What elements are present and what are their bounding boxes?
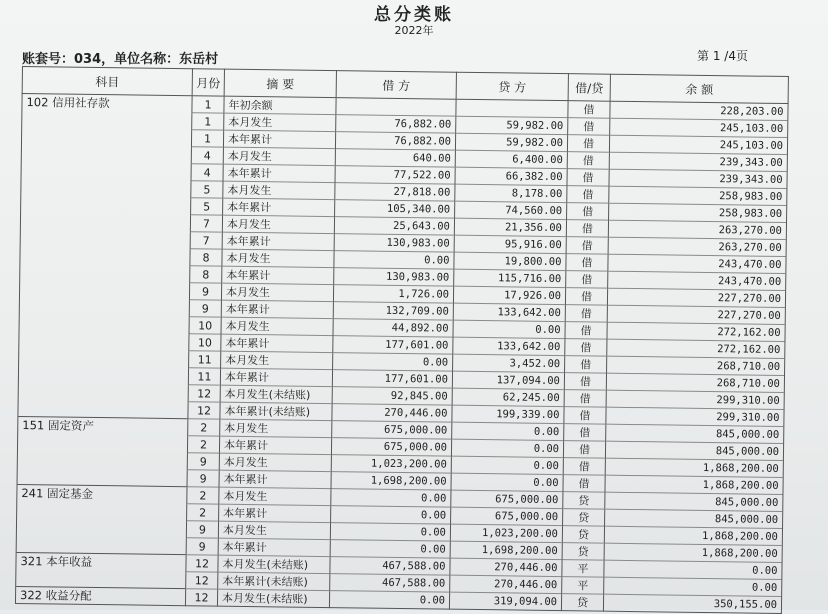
- direction-cell: 借: [564, 390, 606, 408]
- debit-cell: 0.00: [333, 353, 453, 372]
- debit-cell: 105,340.00: [335, 200, 455, 219]
- balance-cell: 299,310.00: [606, 407, 784, 426]
- month-cell: 12: [186, 572, 218, 589]
- balance-cell: 239,343.00: [609, 152, 787, 171]
- month-cell: 2: [187, 436, 219, 453]
- direction-cell: 借: [565, 339, 607, 357]
- balance-cell: 0.00: [604, 560, 782, 579]
- credit-cell: 74,560.00: [455, 201, 567, 219]
- debit-cell: 467,588.00: [330, 557, 450, 576]
- summary-cell: 本年累计: [218, 538, 330, 556]
- debit-cell: 92,845.00: [332, 387, 452, 406]
- credit-cell: 319,094.00: [449, 592, 561, 610]
- summary-cell: 本年累计: [222, 266, 334, 284]
- credit-cell: 21,356.00: [454, 218, 566, 236]
- subject-cell: [18, 365, 188, 384]
- month-cell: 5: [191, 181, 223, 198]
- summary-cell: 本月发生(未结账): [217, 589, 329, 607]
- subject-cell: [21, 128, 191, 147]
- credit-cell: 3,452.00: [453, 354, 565, 372]
- balance-cell: 227,270.00: [607, 288, 785, 307]
- balance-cell: 1,868,200.00: [605, 475, 783, 494]
- subject-cell: [19, 331, 189, 350]
- header-direction: 借/贷: [568, 74, 610, 102]
- credit-cell: 133,642.00: [453, 337, 565, 355]
- summary-cell: 本年累计: [222, 232, 334, 250]
- summary-cell: 本月发生: [219, 487, 331, 505]
- balance-cell: 1,868,200.00: [605, 458, 783, 477]
- debit-cell: 44,892.00: [333, 319, 453, 338]
- credit-cell: 1,698,200.00: [450, 541, 562, 559]
- month-cell: 7: [190, 232, 222, 249]
- balance-cell: 228,203.00: [610, 101, 788, 120]
- debit-cell: 467,588.00: [330, 574, 450, 593]
- summary-cell: 本月发生: [221, 283, 333, 301]
- credit-cell: 675,000.00: [451, 490, 563, 508]
- subject-cell: [22, 111, 192, 130]
- direction-cell: 借: [564, 424, 606, 442]
- direction-cell: 借: [567, 186, 609, 204]
- credit-cell: 0.00: [452, 422, 564, 440]
- month-cell: 1: [191, 130, 223, 147]
- credit-cell: 0.00: [451, 473, 563, 491]
- balance-cell: 263,270.00: [608, 220, 786, 239]
- direction-cell: 借: [565, 322, 607, 340]
- subject-cell: 102 信用社存款: [22, 94, 192, 113]
- credit-cell: 59,982.00: [456, 116, 568, 134]
- account-info: 账套号：034，单位名称：东岳村: [22, 52, 219, 67]
- summary-cell: 本年累计: [223, 130, 335, 148]
- summary-cell: 本月发生: [224, 113, 336, 131]
- balance-cell: 845,000.00: [605, 509, 783, 528]
- summary-cell: 本年累计(未结账): [218, 572, 330, 590]
- debit-cell: 0.00: [329, 591, 449, 610]
- summary-cell: 本年累计: [220, 368, 332, 386]
- month-cell: 5: [191, 198, 223, 215]
- direction-cell: 借: [566, 220, 608, 238]
- subject-cell: 151 固定资产: [18, 416, 188, 435]
- debit-cell: 76,882.00: [335, 132, 455, 151]
- credit-cell: 270,446.00: [450, 558, 562, 576]
- balance-cell: 243,470.00: [608, 271, 786, 290]
- debit-cell: 0.00: [334, 251, 454, 270]
- summary-cell: 本月发生(未结账): [218, 555, 330, 573]
- direction-cell: 借: [563, 475, 605, 493]
- month-cell: 10: [189, 334, 221, 351]
- debit-cell: 0.00: [331, 489, 451, 508]
- debit-cell: 76,882.00: [336, 115, 456, 134]
- credit-cell: 1,023,200.00: [450, 524, 562, 542]
- balance-cell: 227,270.00: [607, 305, 785, 324]
- balance-cell: 272,162.00: [607, 322, 785, 341]
- credit-cell: 270,446.00: [450, 575, 562, 593]
- credit-cell: 17,926.00: [453, 286, 565, 304]
- summary-cell: 本年累计: [219, 470, 331, 488]
- month-cell: 9: [189, 283, 221, 300]
- summary-cell: 本年累计: [221, 334, 333, 352]
- balance-cell: 350,155.00: [603, 594, 781, 613]
- debit-cell: 270,446.00: [332, 404, 452, 423]
- direction-cell: 贷: [563, 492, 605, 510]
- balance-cell: 1,868,200.00: [604, 543, 782, 562]
- month-cell: 1: [192, 113, 224, 130]
- credit-cell: 0.00: [451, 439, 563, 457]
- direction-cell: 借: [568, 101, 610, 119]
- subject-cell: [21, 161, 191, 180]
- header-balance: 余 额: [610, 74, 788, 103]
- direction-cell: 借: [567, 169, 609, 187]
- debit-cell: 132,709.00: [333, 302, 453, 321]
- subject-cell: [21, 178, 191, 197]
- credit-cell: 8,178.00: [455, 184, 567, 202]
- debit-cell: 27,818.00: [335, 183, 455, 202]
- credit-cell: 59,982.00: [455, 133, 567, 151]
- month-cell: 12: [186, 555, 218, 572]
- debit-cell: 130,983.00: [334, 268, 454, 287]
- credit-cell: 62,245.00: [452, 388, 564, 406]
- subject-cell: [21, 195, 191, 214]
- summary-cell: 本月发生(未结账): [220, 385, 332, 403]
- subject-cell: [19, 314, 189, 333]
- ledger-table: [15, 66, 789, 614]
- month-cell: 12: [188, 385, 220, 402]
- debit-cell: 675,000.00: [332, 421, 452, 440]
- debit-cell: 0.00: [331, 506, 451, 525]
- direction-cell: 借: [566, 271, 608, 289]
- header-month: 月份: [192, 69, 224, 96]
- balance-cell: 1,868,200.00: [604, 526, 782, 545]
- direction-cell: 借: [565, 305, 607, 323]
- month-cell: 12: [188, 402, 220, 419]
- direction-cell: 借: [568, 118, 610, 136]
- month-cell: 1: [192, 96, 224, 113]
- direction-cell: 平: [562, 560, 604, 578]
- direction-cell: 借: [564, 407, 606, 425]
- month-cell: 2: [187, 504, 219, 521]
- subject-cell: [17, 501, 187, 520]
- subject-cell: [16, 518, 186, 537]
- direction-cell: 借: [565, 288, 607, 306]
- summary-cell: 本年累计: [219, 504, 331, 522]
- credit-cell: [456, 99, 568, 117]
- subject-cell: 321 本年收益: [16, 552, 186, 571]
- summary-cell: 本年累计: [219, 436, 331, 454]
- credit-cell: 115,716.00: [454, 269, 566, 287]
- direction-cell: 贷: [561, 594, 603, 612]
- debit-cell: 0.00: [330, 523, 450, 542]
- subject-cell: [21, 144, 191, 163]
- credit-cell: 19,800.00: [454, 252, 566, 270]
- balance-cell: 0.00: [604, 577, 782, 596]
- subject-cell: [19, 297, 189, 316]
- debit-cell: 0.00: [330, 540, 450, 559]
- debit-cell: [336, 98, 456, 117]
- month-cell: 9: [186, 538, 218, 555]
- summary-cell: 年初余额: [224, 96, 336, 114]
- balance-cell: 258,983.00: [609, 186, 787, 205]
- debit-cell: 177,601.00: [332, 370, 452, 389]
- summary-cell: 本年累计: [223, 198, 335, 216]
- summary-cell: 本月发生: [221, 351, 333, 369]
- balance-cell: 258,983.00: [609, 203, 787, 222]
- ledger-body: [15, 94, 788, 614]
- month-cell: 4: [191, 164, 223, 181]
- summary-cell: 本月发生: [222, 215, 334, 233]
- debit-cell: 177,601.00: [333, 336, 453, 355]
- subject-cell: 322 收益分配: [15, 586, 185, 605]
- credit-cell: 137,094.00: [452, 371, 564, 389]
- balance-cell: 299,310.00: [606, 390, 784, 409]
- month-cell: 10: [189, 317, 221, 334]
- summary-cell: 本月发生: [223, 181, 335, 199]
- balance-cell: 245,103.00: [609, 135, 787, 154]
- header-credit: 贷 方: [456, 72, 568, 100]
- month-cell: 8: [190, 249, 222, 266]
- debit-cell: 25,643.00: [334, 217, 454, 236]
- month-cell: 9: [187, 453, 219, 470]
- month-cell: 4: [191, 147, 223, 164]
- summary-cell: 本年累计(未结账): [220, 402, 332, 420]
- debit-cell: 77,522.00: [335, 166, 455, 185]
- credit-cell: 675,000.00: [451, 507, 563, 525]
- month-cell: 9: [189, 300, 221, 317]
- summary-cell: 本月发生: [223, 147, 335, 165]
- credit-cell: 66,382.00: [455, 167, 567, 185]
- credit-cell: 133,642.00: [453, 303, 565, 321]
- credit-cell: 6,400.00: [455, 150, 567, 168]
- summary-cell: 本月发生: [219, 453, 331, 471]
- balance-cell: 268,710.00: [606, 373, 784, 392]
- balance-cell: 245,103.00: [610, 118, 788, 137]
- month-cell: 8: [190, 266, 222, 283]
- direction-cell: 借: [563, 441, 605, 459]
- direction-cell: 借: [565, 356, 607, 374]
- header-debit: 借 方: [336, 71, 456, 100]
- credit-cell: 199,339.00: [452, 405, 564, 423]
- direction-cell: 借: [564, 373, 606, 391]
- month-cell: 9: [186, 521, 218, 538]
- subject-cell: [17, 467, 187, 486]
- month-cell: 7: [190, 215, 222, 232]
- month-cell: 11: [189, 351, 221, 368]
- subject-cell: [19, 348, 189, 367]
- month-cell: 12: [185, 589, 217, 606]
- ledger-title: 总分类账: [374, 5, 454, 25]
- direction-cell: 平: [562, 577, 604, 595]
- summary-cell: 本月发生: [221, 317, 333, 335]
- subject-cell: 241 固定基金: [17, 484, 187, 503]
- credit-cell: 0.00: [453, 320, 565, 338]
- direction-cell: 贷: [563, 509, 605, 527]
- direction-cell: 借: [567, 152, 609, 170]
- debit-cell: 675,000.00: [331, 438, 451, 457]
- balance-cell: 845,000.00: [605, 492, 783, 511]
- credit-cell: 95,916.00: [454, 235, 566, 253]
- balance-cell: 272,162.00: [607, 339, 785, 358]
- month-cell: 2: [188, 419, 220, 436]
- header-summary: 摘 要: [224, 69, 336, 97]
- direction-cell: 借: [563, 458, 605, 476]
- page-number: 第 1 /4页: [697, 49, 748, 63]
- month-cell: 11: [188, 368, 220, 385]
- direction-cell: 贷: [562, 543, 604, 561]
- direction-cell: 借: [567, 135, 609, 153]
- direction-cell: 借: [566, 254, 608, 272]
- summary-cell: 本月发生: [220, 419, 332, 437]
- subject-cell: [16, 535, 186, 554]
- balance-cell: 263,270.00: [608, 237, 786, 256]
- month-cell: 2: [187, 487, 219, 504]
- summary-cell: 本年累计: [221, 300, 333, 318]
- credit-cell: 0.00: [451, 456, 563, 474]
- debit-cell: 1,023,200.00: [331, 455, 451, 474]
- summary-cell: 本月发生: [218, 521, 330, 539]
- direction-cell: 借: [567, 203, 609, 221]
- summary-cell: 本年累计: [223, 164, 335, 182]
- debit-cell: 1,698,200.00: [331, 472, 451, 491]
- direction-cell: 借: [566, 237, 608, 255]
- ledger-year: 2022年: [394, 24, 434, 37]
- balance-cell: 845,000.00: [605, 441, 783, 460]
- debit-cell: 640.00: [335, 149, 455, 168]
- month-cell: 9: [187, 470, 219, 487]
- balance-cell: 268,710.00: [607, 356, 785, 375]
- header-subject: 科目: [22, 67, 192, 96]
- debit-cell: 1,726.00: [333, 285, 453, 304]
- balance-cell: 845,000.00: [606, 424, 784, 443]
- debit-cell: 130,983.00: [334, 234, 454, 253]
- balance-cell: 243,470.00: [608, 254, 786, 273]
- balance-cell: 239,343.00: [609, 169, 787, 188]
- direction-cell: 贷: [562, 526, 604, 544]
- summary-cell: 本月发生: [222, 249, 334, 267]
